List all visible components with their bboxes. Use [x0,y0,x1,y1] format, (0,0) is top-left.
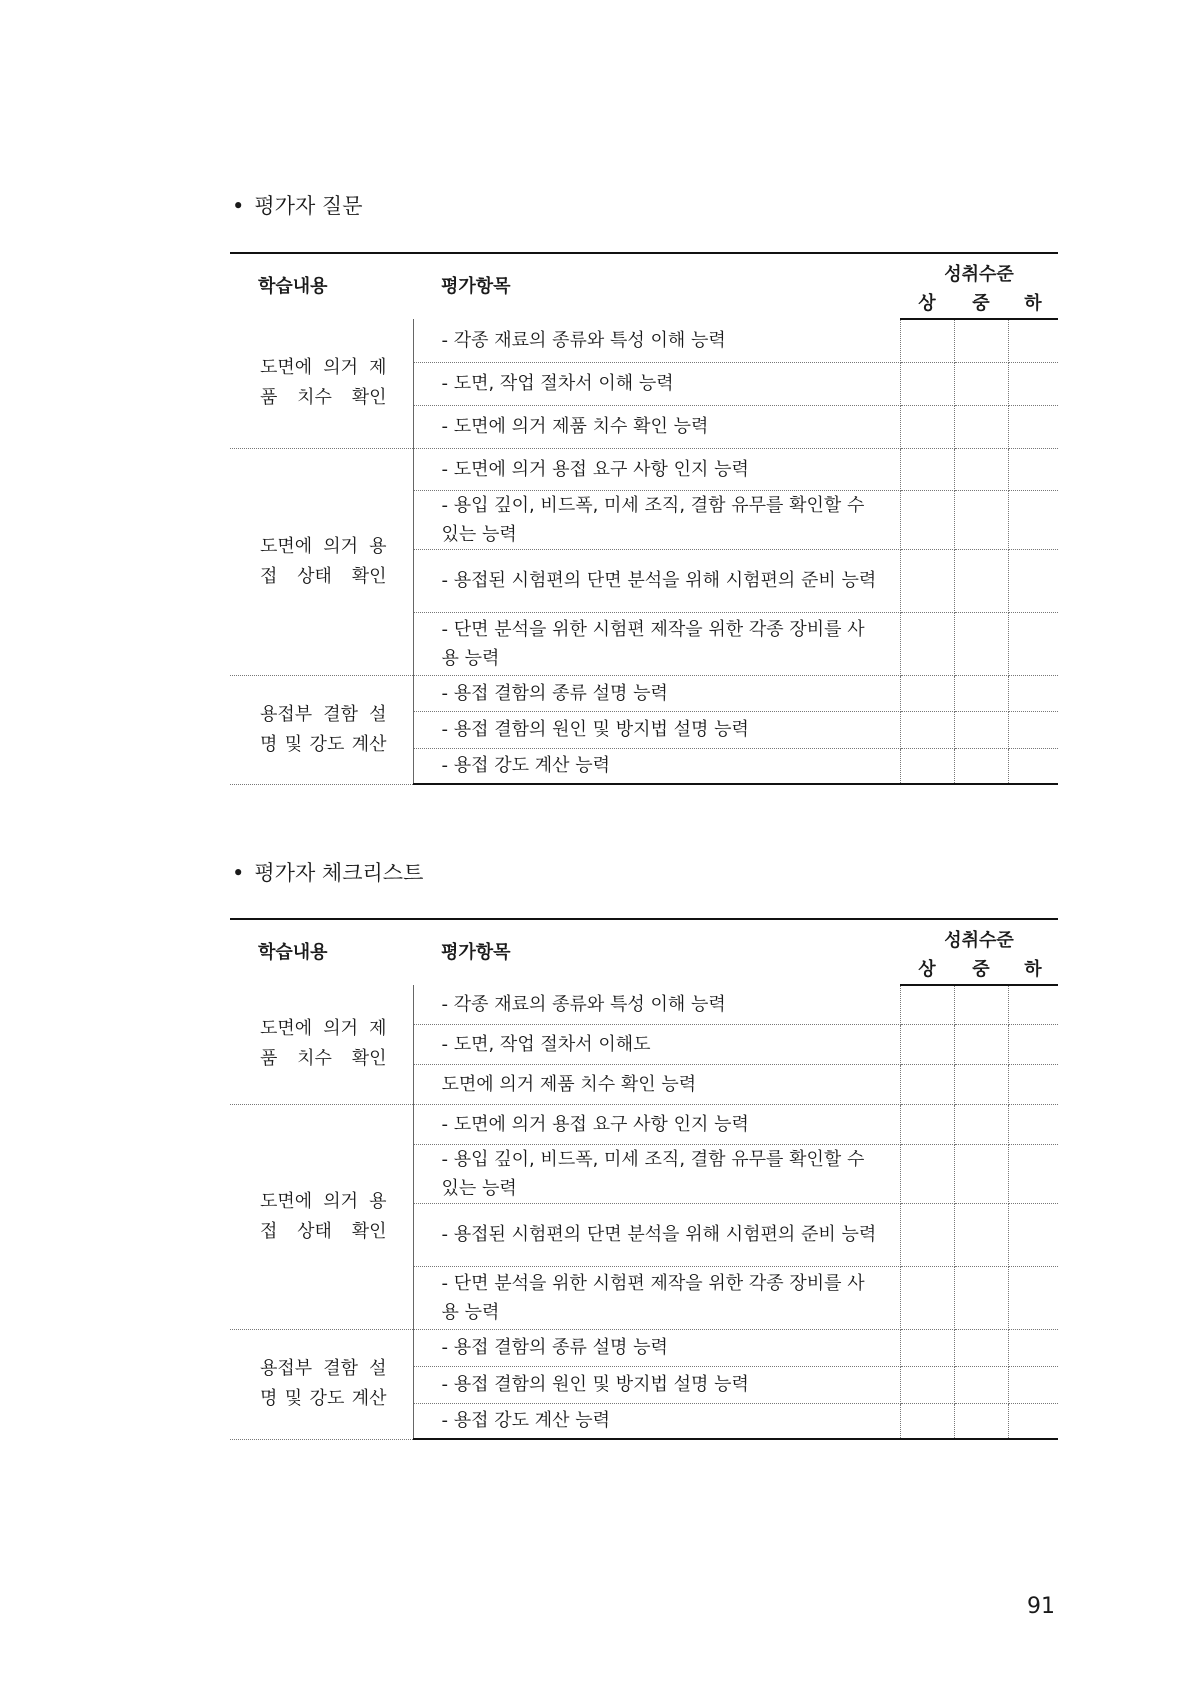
level-low-checkbox[interactable] [1008,319,1058,362]
level-high-checkbox[interactable] [900,1024,954,1064]
header-evaluation-item: 평가항목 [413,253,900,319]
level-mid-checkbox[interactable] [954,1403,1008,1439]
level-high-checkbox[interactable] [900,448,954,490]
level-mid-checkbox[interactable] [954,748,1008,784]
level-low-checkbox[interactable] [1008,362,1058,405]
level-high-checkbox[interactable] [900,711,954,748]
level-mid-checkbox[interactable] [954,1064,1008,1104]
level-high-checkbox[interactable] [900,490,954,549]
evaluation-item-cell: - 용접 강도 계산 능력 [413,1403,900,1439]
table-row [230,1104,1058,1144]
level-mid-checkbox[interactable] [954,1144,1008,1203]
level-mid-checkbox[interactable] [954,612,1008,675]
level-low-checkbox[interactable] [1008,1203,1058,1266]
level-high-checkbox[interactable] [900,1266,954,1329]
header-evaluation-item: 평가항목 [413,919,900,985]
evaluation-item-cell: - 용접 강도 계산 능력 [413,748,900,784]
level-low-checkbox[interactable] [1008,1403,1058,1439]
level-high-checkbox[interactable] [900,362,954,405]
header-level-mid: 중 [954,955,1008,985]
evaluation-item-cell: - 도면에 의거 용접 요구 사항 인지 능력 [413,448,900,490]
level-mid-checkbox[interactable] [954,1366,1008,1403]
level-high-checkbox[interactable] [900,1144,954,1203]
table-row [230,675,1058,711]
evaluation-item-cell: - 용입 깊이, 비드폭, 미세 조직, 결함 유무를 확인할 수 있는 능력 [413,490,900,549]
level-high-checkbox[interactable] [900,675,954,711]
level-low-checkbox[interactable] [1008,1144,1058,1203]
header-level-low: 하 [1008,289,1058,319]
header-level-high: 상 [900,289,954,319]
evaluation-item-cell: - 용접 결함의 종류 설명 능력 [413,675,900,711]
level-low-checkbox[interactable] [1008,1024,1058,1064]
level-high-checkbox[interactable] [900,1104,954,1144]
level-low-checkbox[interactable] [1008,1266,1058,1329]
header-level-low: 하 [1008,955,1058,985]
level-mid-checkbox[interactable] [954,549,1008,612]
header-achievement-level: 성취수준 [900,919,1058,955]
level-mid-checkbox[interactable] [954,711,1008,748]
level-high-checkbox[interactable] [900,405,954,448]
level-mid-checkbox[interactable] [954,1024,1008,1064]
evaluation-item-cell: - 용접된 시험편의 단면 분석을 위해 시험편의 준비 능력 [413,1203,900,1266]
level-low-checkbox[interactable] [1008,612,1058,675]
evaluation-item-cell: - 각종 재료의 종류와 특성 이해 능력 [413,319,900,362]
evaluation-item-cell: - 단면 분석을 위한 시험편 제작을 위한 각종 장비를 사용 능력 [413,1266,900,1329]
table-row [230,1329,1058,1366]
level-mid-checkbox[interactable] [954,675,1008,711]
level-low-checkbox[interactable] [1008,1329,1058,1366]
level-mid-checkbox[interactable] [954,985,1008,1024]
learning-content-cell: 도면에 의거 제품 치수 확인 [230,985,413,1104]
evaluation-item-cell: - 도면에 의거 제품 치수 확인 능력 [413,405,900,448]
level-mid-checkbox[interactable] [954,490,1008,549]
evaluation-table [230,918,1058,1440]
level-high-checkbox[interactable] [900,1203,954,1266]
evaluation-item-cell: - 도면, 작업 절차서 이해도 [413,1024,900,1064]
level-mid-checkbox[interactable] [954,319,1008,362]
level-mid-checkbox[interactable] [954,1104,1008,1144]
level-mid-checkbox[interactable] [954,405,1008,448]
section-title-text: 평가자 체크리스트 [254,861,424,885]
section-title [232,857,423,887]
level-low-checkbox[interactable] [1008,985,1058,1024]
level-high-checkbox[interactable] [900,319,954,362]
learning-content-cell: 도면에 의거 용접 상태 확인 [230,1104,413,1329]
level-low-checkbox[interactable] [1008,490,1058,549]
table-row [230,448,1058,490]
level-low-checkbox[interactable] [1008,448,1058,490]
level-mid-checkbox[interactable] [954,362,1008,405]
evaluation-item-cell: - 용접 결함의 원인 및 방지법 설명 능력 [413,1366,900,1403]
level-low-checkbox[interactable] [1008,711,1058,748]
evaluation-item-cell: - 단면 분석을 위한 시험편 제작을 위한 각종 장비를 사용 능력 [413,612,900,675]
evaluation-item-cell: - 각종 재료의 종류와 특성 이해 능력 [413,985,900,1024]
level-mid-checkbox[interactable] [954,1266,1008,1329]
evaluation-item-cell: - 도면, 작업 절차서 이해 능력 [413,362,900,405]
level-low-checkbox[interactable] [1008,1366,1058,1403]
level-low-checkbox[interactable] [1008,1104,1058,1144]
level-high-checkbox[interactable] [900,985,954,1024]
level-high-checkbox[interactable] [900,612,954,675]
level-mid-checkbox[interactable] [954,448,1008,490]
level-low-checkbox[interactable] [1008,549,1058,612]
level-high-checkbox[interactable] [900,549,954,612]
evaluation-table [230,252,1058,785]
evaluation-item-cell: - 도면에 의거 용접 요구 사항 인지 능력 [413,1104,900,1144]
evaluation-item-cell: 도면에 의거 제품 치수 확인 능력 [413,1064,900,1104]
level-low-checkbox[interactable] [1008,1064,1058,1104]
header-level-high: 상 [900,955,954,985]
table-row [230,985,1058,1024]
level-low-checkbox[interactable] [1008,405,1058,448]
section-title-text: 평가자 질문 [254,194,363,218]
level-high-checkbox[interactable] [900,1064,954,1104]
learning-content-cell: 용접부 결함 설명 및 강도 계산 [230,675,413,784]
level-high-checkbox[interactable] [900,1366,954,1403]
evaluation-item-cell: - 용접 결함의 종류 설명 능력 [413,1329,900,1366]
bullet-icon: • [232,194,245,218]
header-learning-content: 학습내용 [230,919,413,985]
level-mid-checkbox[interactable] [954,1203,1008,1266]
header-learning-content: 학습내용 [230,253,413,319]
header-achievement-level: 성취수준 [900,253,1058,289]
header-level-mid: 중 [954,289,1008,319]
evaluation-item-cell: - 용입 깊이, 비드폭, 미세 조직, 결함 유무를 확인할 수 있는 능력 [413,1144,900,1203]
section-title [232,190,363,220]
table-row [230,319,1058,362]
bullet-icon: • [232,861,245,885]
level-low-checkbox[interactable] [1008,675,1058,711]
level-low-checkbox[interactable] [1008,748,1058,784]
learning-content-cell: 용접부 결함 설명 및 강도 계산 [230,1329,413,1439]
learning-content-cell: 도면에 의거 제품 치수 확인 [230,319,413,448]
page-number: 91 [1027,1594,1055,1619]
evaluation-item-cell: - 용접 결함의 원인 및 방지법 설명 능력 [413,711,900,748]
level-mid-checkbox[interactable] [954,1329,1008,1366]
level-high-checkbox[interactable] [900,1403,954,1439]
level-high-checkbox[interactable] [900,1329,954,1366]
level-high-checkbox[interactable] [900,748,954,784]
learning-content-cell: 도면에 의거 용접 상태 확인 [230,448,413,675]
evaluation-item-cell: - 용접된 시험편의 단면 분석을 위해 시험편의 준비 능력 [413,549,900,612]
